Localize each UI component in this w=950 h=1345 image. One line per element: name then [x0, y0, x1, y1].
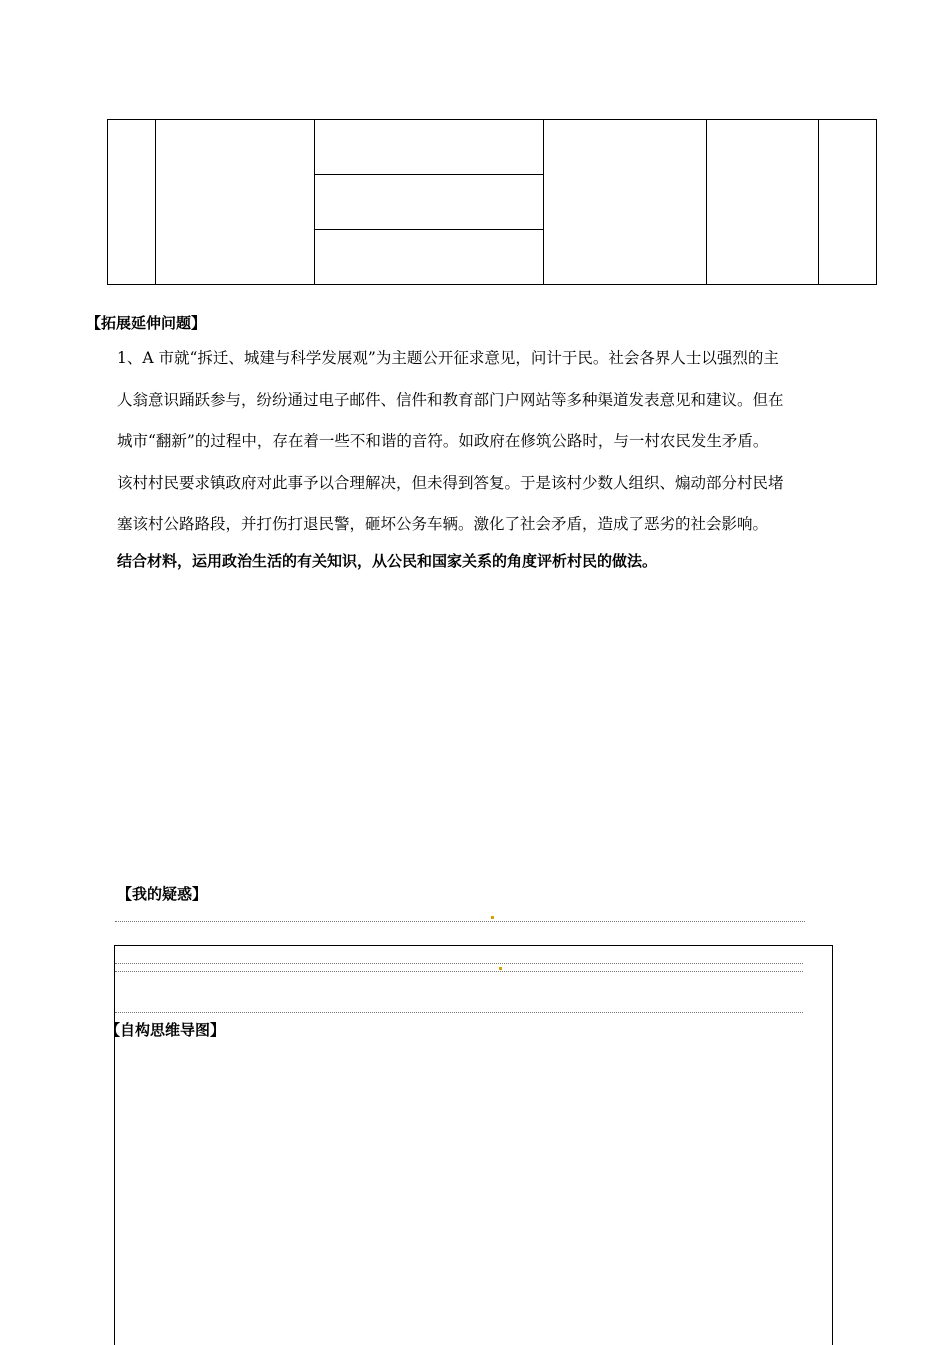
table-row-divider [314, 229, 543, 230]
anchor-mark [491, 916, 494, 919]
table-col-divider [107, 119, 108, 285]
top-table [0, 0, 950, 300]
mindmap-heading: 【自构思维导图】 [105, 1021, 226, 1039]
table-col-divider [543, 119, 544, 285]
material-line: 塞该村公路路段，并打伤打退民警，砸坏公务车辆。激化了社会矛盾，造成了恶劣的社会影响。 [117, 515, 769, 533]
material-line: 城市“翻新”的过程中，存在着一些不和谐的音符。如政府在修筑公路时，与一村农民发生矛盾。 [117, 432, 769, 450]
doubts-heading: 【我的疑惑】 [117, 885, 208, 903]
material-line: 1、A 市就“拆迁、城建与科学发展观”为主题公开征求意见，问计于民。社会各界人士以强烈的主 [117, 349, 779, 367]
answer-line [115, 921, 805, 922]
table-top-border [107, 119, 876, 120]
table-col-divider [818, 119, 819, 285]
table-bottom-border [107, 284, 876, 285]
table-row-divider [314, 174, 543, 175]
question-prompt: 结合材料，运用政治生活的有关知识，从公民和国家关系的角度评析村民的做法。 [117, 552, 658, 570]
anchor-mark [499, 967, 502, 970]
extension-heading: 【拓展延伸问题】 [86, 314, 207, 332]
material-line: 该村村民要求镇政府对此事予以合理解决，但未得到答复。于是该村少数人组织、煽动部分村民堵 [117, 473, 784, 492]
table-col-divider [155, 119, 156, 285]
answer-line [115, 1012, 803, 1013]
table-col-divider [706, 119, 707, 285]
answer-line [115, 963, 803, 964]
mindmap-box[interactable] [114, 945, 833, 1345]
answer-line [115, 971, 803, 972]
material-paragraph [117, 338, 857, 546]
table-col-divider [314, 119, 315, 285]
table-col-divider [876, 119, 877, 285]
material-line: 人翁意识踊跃参与，纷纷通过电子邮件、信件和教育部门户网站等多种渠道发表意见和建议。但在 [117, 390, 784, 409]
